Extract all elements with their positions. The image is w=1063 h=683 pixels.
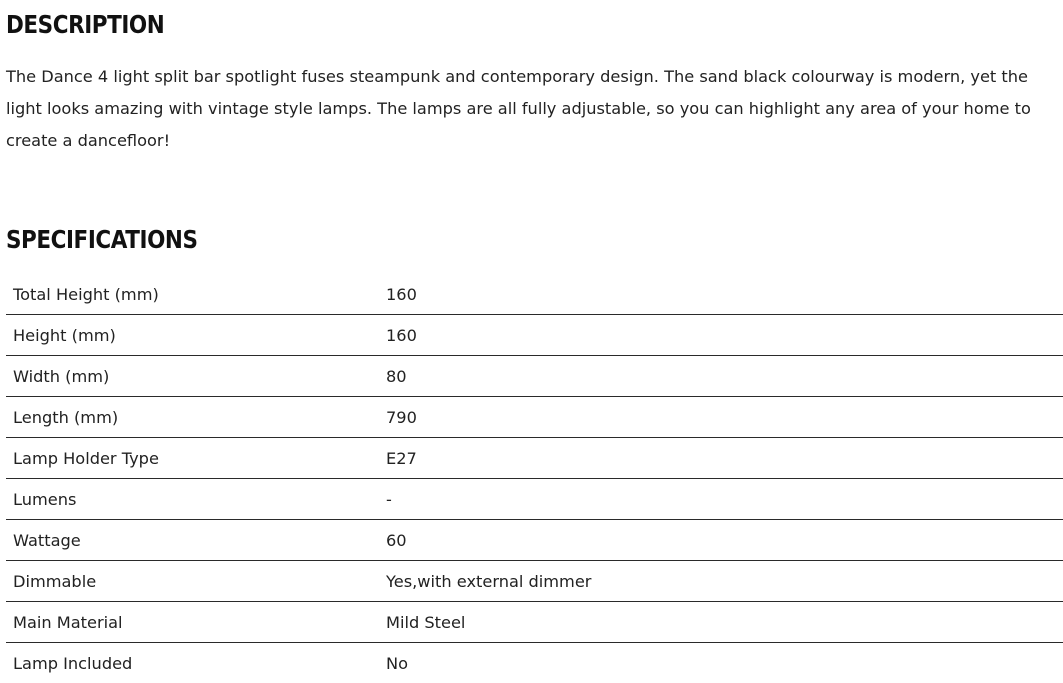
spec-value: Mild Steel bbox=[379, 602, 1063, 643]
spec-label: Dimmable bbox=[6, 561, 379, 602]
spec-value: E27 bbox=[379, 438, 1063, 479]
spec-row-width bbox=[6, 356, 1063, 397]
spec-value: 80 bbox=[379, 356, 1063, 397]
spec-label: Main Material bbox=[6, 602, 379, 643]
spec-value: 160 bbox=[379, 315, 1063, 356]
spec-value: 790 bbox=[379, 397, 1063, 438]
spec-label: Total Height (mm) bbox=[6, 274, 379, 315]
spec-label: Lumens bbox=[6, 479, 379, 520]
spec-row-lumens bbox=[6, 479, 1063, 520]
specifications-heading: SPECIFICATIONS bbox=[6, 224, 198, 256]
spec-value: - bbox=[379, 479, 1063, 520]
spec-value: Yes,with external dimmer bbox=[379, 561, 1063, 602]
description-heading: DESCRIPTION bbox=[6, 9, 164, 41]
spec-row-lamp-holder-type bbox=[6, 438, 1063, 479]
spec-label: Width (mm) bbox=[6, 356, 379, 397]
specifications-table bbox=[6, 274, 1063, 683]
spec-label: Wattage bbox=[6, 520, 379, 561]
spec-label: Lamp Holder Type bbox=[6, 438, 379, 479]
spec-row-lamp-included bbox=[6, 643, 1063, 683]
spec-label: Lamp Included bbox=[6, 643, 379, 683]
spec-value: 160 bbox=[379, 274, 1063, 315]
spec-label: Height (mm) bbox=[6, 315, 379, 356]
spec-row-height bbox=[6, 315, 1063, 356]
spec-value: 60 bbox=[379, 520, 1063, 561]
spec-value: No bbox=[379, 643, 1063, 683]
spec-row-wattage bbox=[6, 520, 1063, 561]
spec-row-total-height bbox=[6, 274, 1063, 315]
spec-row-length bbox=[6, 397, 1063, 438]
spec-label: Length (mm) bbox=[6, 397, 379, 438]
spec-row-dimmable bbox=[6, 561, 1063, 602]
description-text: The Dance 4 light split bar spotlight fuses steampunk and contemporary design. The sand black colourway is modern, yet the light looks amazing with vintage style lamps. The lamps are all fully adjustable, so you can highlight any area of your home to create a dancefloor! bbox=[6, 61, 1056, 157]
spec-row-main-material bbox=[6, 602, 1063, 643]
